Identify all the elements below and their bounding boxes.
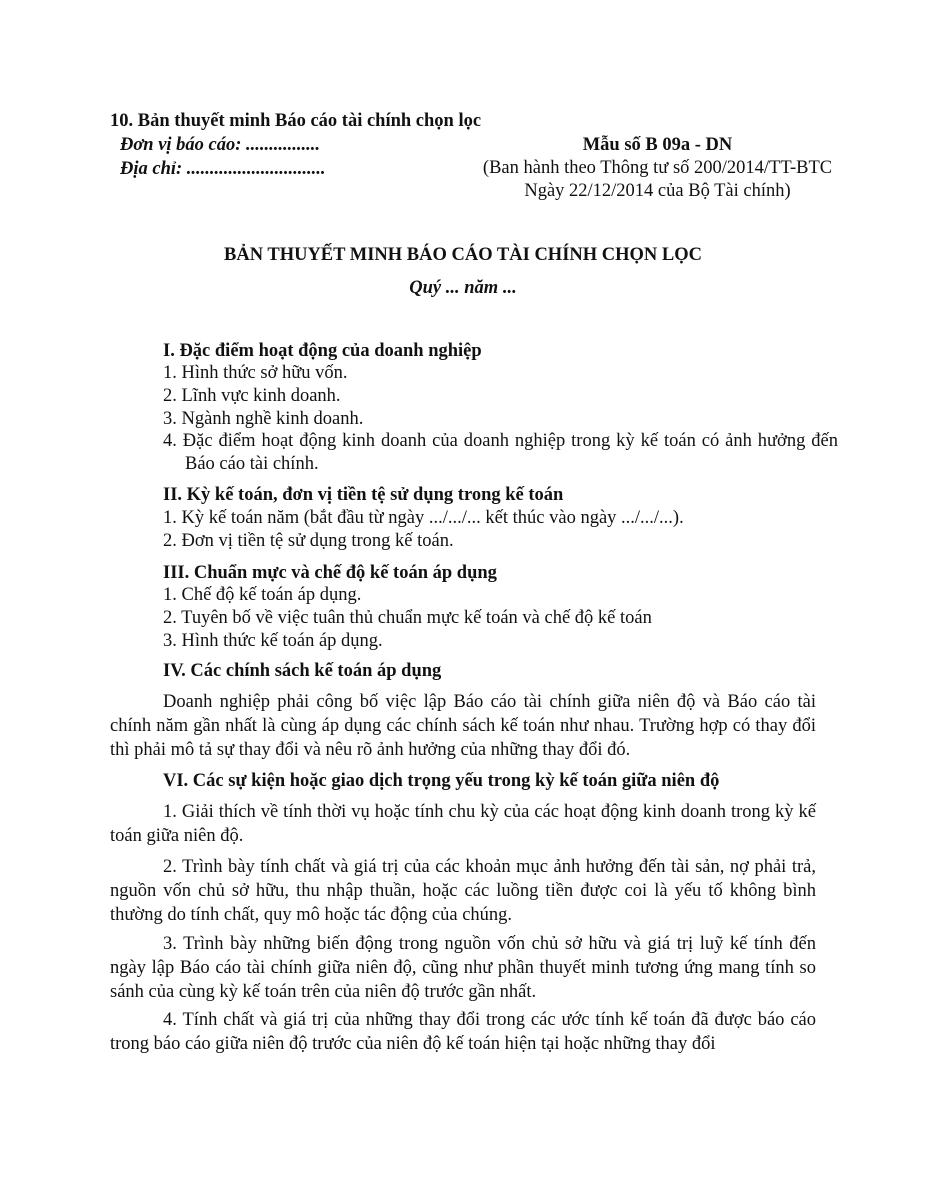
paragraph: 1. Giải thích về tính thời vụ hoặc tính chu kỳ của các hoạt động kinh doanh trong kỳ kế toán giữa niên độ. (110, 802, 816, 846)
list-item: 2. Đơn vị tiền tệ sử dụng trong kế toán. (163, 531, 454, 551)
section-heading-3: III. Chuẩn mực và chế độ kế toán áp dụng (163, 563, 497, 583)
report-title: BẢN THUYẾT MINH BÁO CÁO TÀI CHÍNH CHỌN LỌC (224, 245, 702, 265)
paragraph: 3. Trình bày những biến động trong nguồn vốn chủ sở hữu và giá trị luỹ kế tính đến ngày lập Báo cáo tài chính giữa niên độ, cũng như phần thuyết minh tương ứng mang tính so sánh của cùng kỳ kế toán trên của niên độ trước gần nhất. (110, 934, 816, 1002)
list-item: 1. Hình thức sở hữu vốn. (163, 363, 348, 383)
address-label: Địa chỉ: .............................. (120, 159, 326, 179)
list-item: 4. Đặc điểm hoạt động kinh doanh của doanh nghiệp trong kỳ kế toán có ảnh hưởng đến Báo cáo tài chính. (163, 431, 838, 474)
list-item: 1. Kỳ kế toán năm (bắt đầu từ ngày .../.../... kết thúc vào ngày .../.../...). (163, 508, 684, 528)
issued-by-line-2: Ngày 22/12/2014 của Bộ Tài chính) (524, 181, 791, 201)
paragraph: 4. Tính chất và giá trị của những thay đổi trong các ước tính kế toán đã được báo cáo trong báo cáo giữa niên độ trước của niên độ kế toán hiện tại hoặc những thay đổi (110, 1010, 816, 1054)
section-heading-2: II. Kỳ kế toán, đơn vị tiền tệ sử dụng trong kế toán (163, 485, 564, 505)
issued-by-line-1: (Ban hành theo Thông tư số 200/2014/TT-BTC (482, 158, 833, 178)
report-period: Quý ... năm ... (409, 278, 517, 298)
section-title: 10. Bản thuyết minh Báo cáo tài chính chọn lọc (110, 111, 482, 131)
list-item: 2. Tuyên bố về việc tuân thủ chuẩn mực kế toán và chế độ kế toán (163, 608, 652, 628)
form-number: Mẫu số B 09a - DN (582, 135, 733, 155)
section-heading-1: I. Đặc điểm hoạt động của doanh nghiệp (163, 341, 482, 361)
paragraph: Doanh nghiệp phải công bố việc lập Báo cáo tài chính giữa niên độ và Báo cáo tài chính năm gần nhất là cùng áp dụng các chính sách kế toán như nhau. Trường hợp có thay đổi thì phải mô tả sự thay đổi và nêu rõ ảnh hưởng của những thay đổi đó. (110, 692, 816, 760)
section-heading-6: VI. Các sự kiện hoặc giao dịch trọng yếu trong kỳ kế toán giữa niên độ (163, 771, 720, 791)
list-item: 2. Lĩnh vực kinh doanh. (163, 386, 341, 406)
paragraph: 2. Trình bày tính chất và giá trị của các khoản mục ảnh hưởng đến tài sản, nợ phải trả, nguồn vốn chủ sở hữu, thu nhập thuần, hoặc các luồng tiền được coi là yếu tố không bình thường do tính chất, quy mô hoặc tác động của chúng. (110, 857, 816, 925)
list-item: 3. Ngành nghề kinh doanh. (163, 409, 364, 429)
list-item: 3. Hình thức kế toán áp dụng. (163, 631, 383, 651)
reporting-unit-label: Đơn vị báo cáo: ................ (120, 135, 321, 155)
list-item: 1. Chế độ kế toán áp dụng. (163, 585, 362, 605)
section-heading-4: IV. Các chính sách kế toán áp dụng (163, 661, 442, 681)
